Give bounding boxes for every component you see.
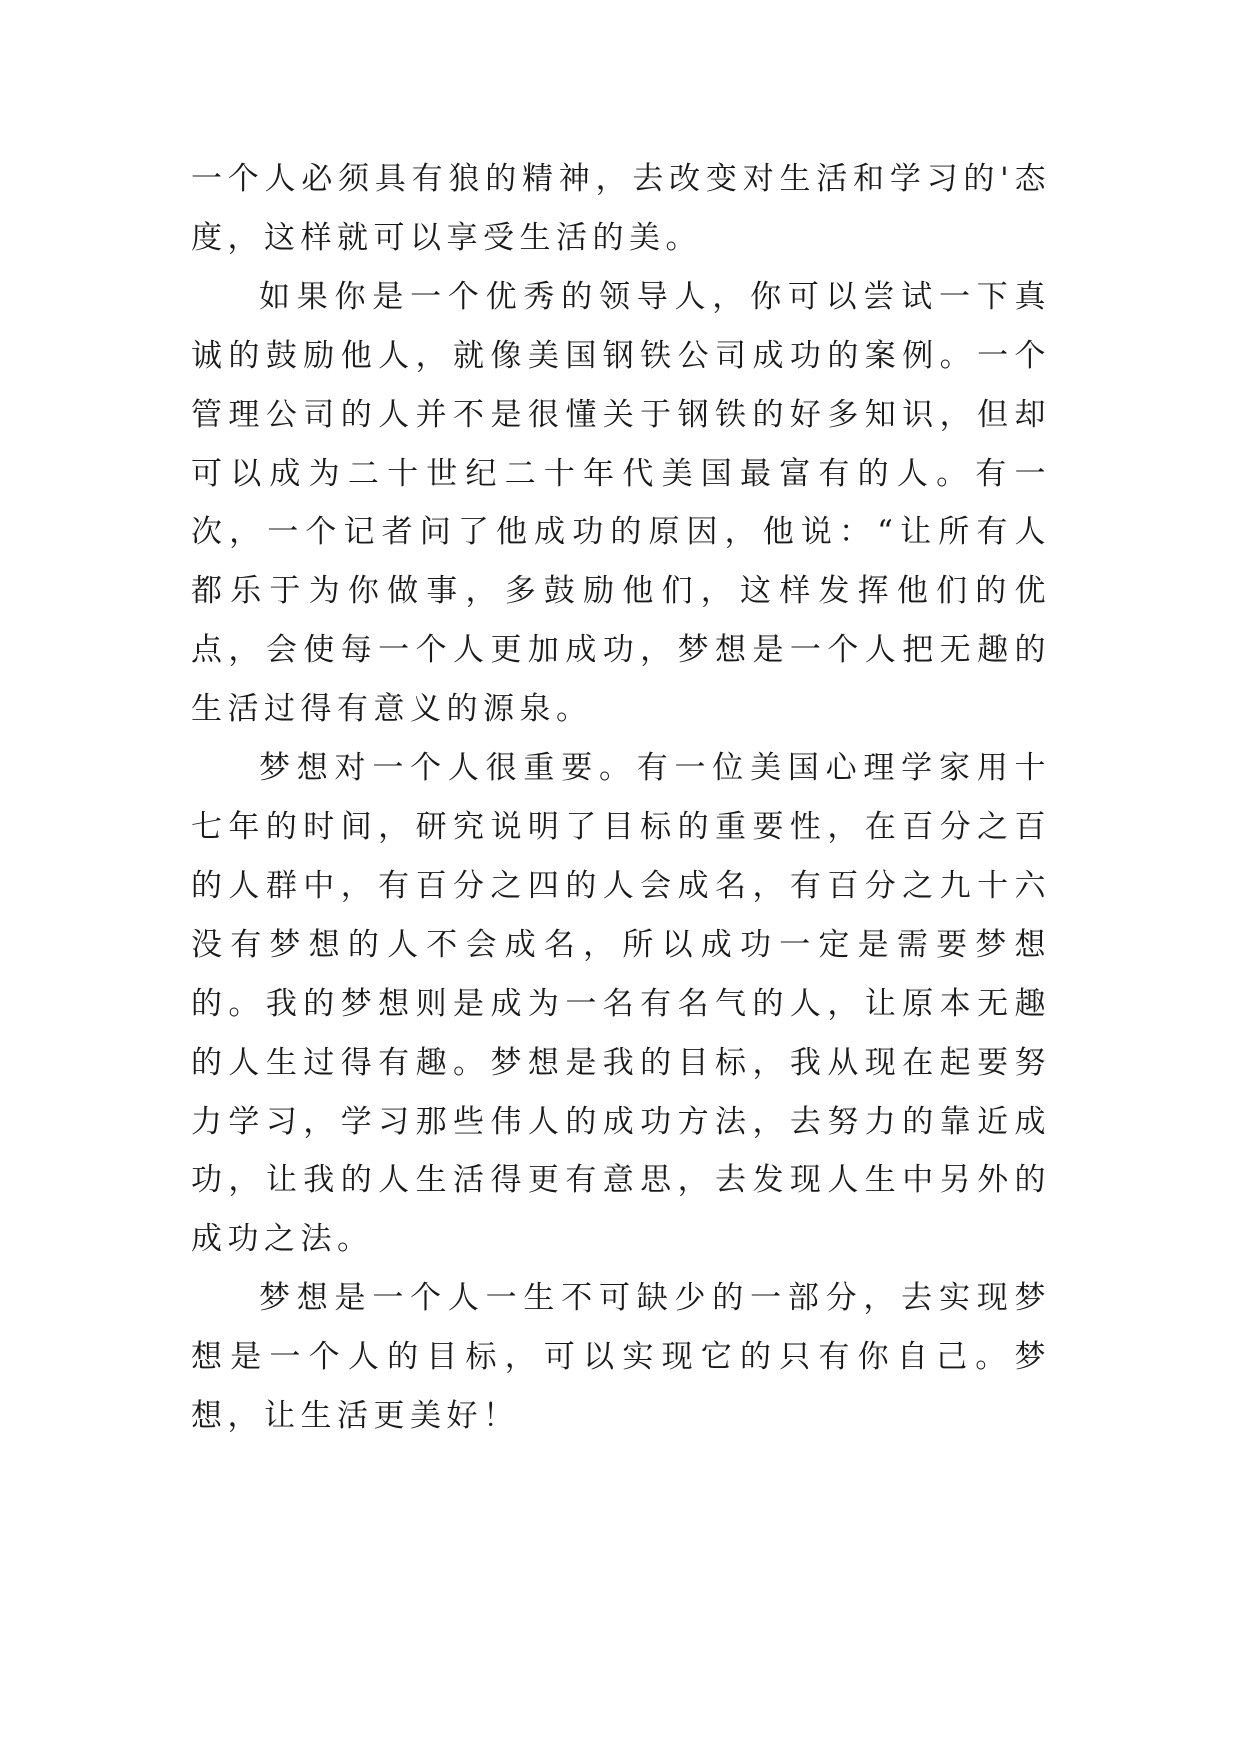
paragraph-4: 梦想是一个人一生不可缺少的一部分，去实现梦想是一个人的目标，可以实现它的只有你自己。梦想，让生活更美好！ xyxy=(191,1280,1051,1435)
paragraph-2: 如果你是一个优秀的领导人，你可以尝试一下真诚的鼓励他人，就像美国钢铁公司成功的案例。一个管理公司的人并不是很懂关于钢铁的好多知识，但却可以成为二十世纪二十年代美国最富有的人。有一次，一个记者问了他成功的原因，他说：“让所有人都乐于为你做事，多鼓励他们，这样发挥他们的优点，会使每一个人更加成功，梦想是一个人把无趣的生活过得有意义的源泉。 xyxy=(191,278,1051,728)
document-body xyxy=(191,150,1051,1446)
paragraph-1: 一个人必须具有狼的精神，去改变对生活和学习的'态度，这样就可以享受生活的美。 xyxy=(191,161,1051,256)
paragraph-3: 梦想对一个人很重要。有一位美国心理学家用十七年的时间，研究说明了目标的重要性，在百分之百的人群中，有百分之四的人会成名，有百分之九十六没有梦想的人不会成名，所以成功一定是需要梦想的。我的梦想则是成为一名有名气的人，让原本无趣的人生过得有趣。梦想是我的目标，我从现在起要努力学习，学习那些伟人的成功方法，去努力的靠近成功，让我的人生活得更有意思，去发现人生中另外的成功之法。 xyxy=(191,750,1051,1258)
